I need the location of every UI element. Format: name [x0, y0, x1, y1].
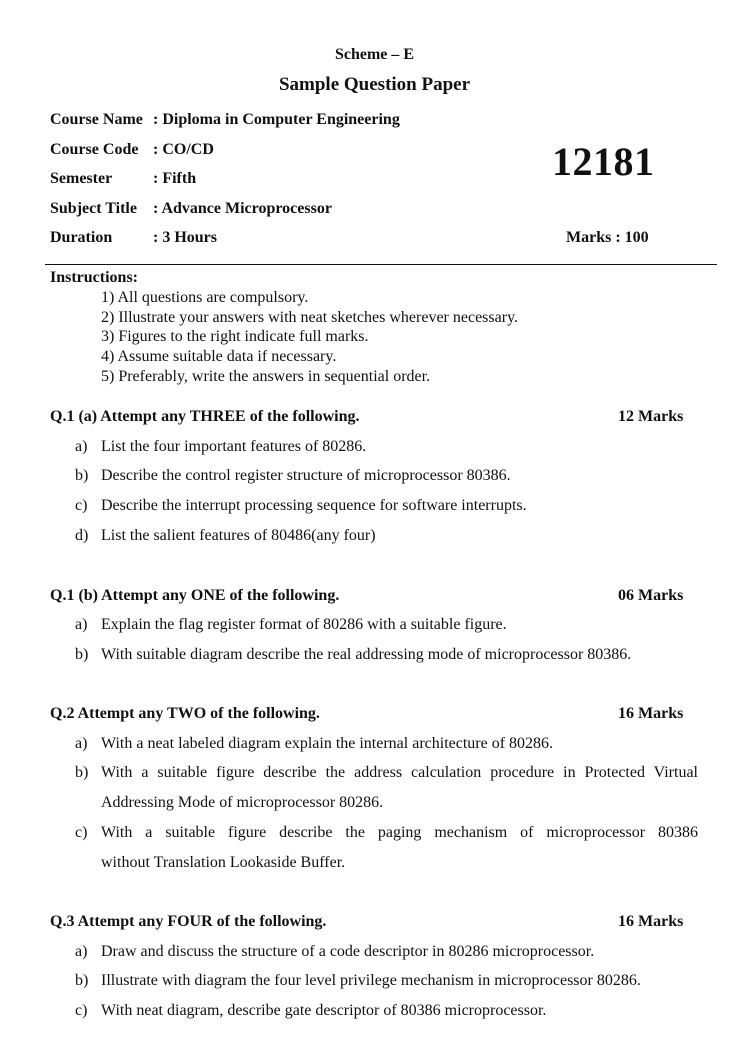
- instruction-item: 4) Assume suitable data if necessary.: [101, 348, 337, 365]
- question-heading: Q.3 Attempt any FOUR of the following.: [50, 913, 327, 930]
- subject-title-value: : Advance Microprocessor: [153, 200, 332, 217]
- question-item: With neat diagram, describe gate descriptor of 80386 microprocessor.: [101, 1002, 547, 1019]
- semester-value: : Fifth: [153, 170, 197, 187]
- scheme-label: Scheme – E: [334, 46, 415, 63]
- question-heading: Q.1 (b) Attempt any ONE of the following.: [50, 587, 340, 604]
- item-letter: a): [75, 735, 88, 752]
- item-letter: b): [75, 764, 89, 781]
- item-letter: b): [75, 467, 89, 484]
- question-item: Describe the interrupt processing sequence for software interrupts.: [101, 497, 527, 514]
- item-letter: a): [75, 616, 88, 633]
- instruction-item: 1) All questions are compulsory.: [101, 289, 309, 306]
- question-item-continuation: without Translation Lookaside Buffer.: [101, 854, 346, 871]
- item-letter: a): [75, 943, 88, 960]
- question-marks: 16 Marks: [618, 705, 684, 722]
- course-name-value: : Diploma in Computer Engineering: [153, 111, 400, 128]
- question-marks: 06 Marks: [618, 587, 684, 604]
- instructions-heading: Instructions:: [50, 269, 139, 286]
- question-item: List the salient features of 80486(any four): [101, 527, 376, 544]
- subject-title-label: Subject Title: [50, 200, 137, 217]
- question-item: With a suitable figure describe the paging mechanism of microprocessor 80386: [101, 824, 698, 841]
- question-item: Draw and discuss the structure of a code descriptor in 80286 microprocessor.: [101, 943, 595, 960]
- total-marks: Marks : 100: [566, 229, 649, 246]
- question-item: With suitable diagram describe the real addressing mode of microprocessor 80386.: [101, 646, 632, 663]
- item-letter: c): [75, 497, 88, 514]
- header-divider: [45, 264, 717, 265]
- item-letter: b): [75, 972, 89, 989]
- paper-title: Sample Question Paper: [278, 74, 471, 95]
- item-letter: b): [75, 646, 89, 663]
- question-item-continuation: Addressing Mode of microprocessor 80286.: [101, 794, 384, 811]
- question-item: List the four important features of 80286.: [101, 438, 367, 455]
- item-letter: d): [75, 527, 89, 544]
- question-item: With a suitable figure describe the address calculation procedure in Protected Virtual: [101, 764, 698, 781]
- duration-label: Duration: [50, 229, 113, 246]
- course-name-label: Course Name: [50, 111, 143, 128]
- question-marks: 12 Marks: [618, 408, 684, 425]
- question-marks: 16 Marks: [618, 913, 684, 930]
- question-heading: Q.2 Attempt any TWO of the following.: [50, 705, 320, 722]
- instruction-item: 3) Figures to the right indicate full marks.: [101, 328, 369, 345]
- question-item: Explain the flag register format of 80286 with a suitable figure.: [101, 616, 507, 633]
- instruction-item: 5) Preferably, write the answers in sequential order.: [101, 368, 431, 385]
- item-letter: a): [75, 438, 88, 455]
- question-item: With a neat labeled diagram explain the internal architecture of 80286.: [101, 735, 554, 752]
- item-letter: c): [75, 824, 88, 841]
- course-code-value: : CO/CD: [153, 141, 214, 158]
- question-heading: Q.1 (a) Attempt any THREE of the following.: [50, 408, 360, 425]
- question-item: Describe the control register structure of microprocessor 80386.: [101, 467, 511, 484]
- duration-value: : 3 Hours: [153, 229, 217, 246]
- course-code-label: Course Code: [50, 141, 139, 158]
- paper-code: 12181: [552, 139, 655, 184]
- question-item: Illustrate with diagram the four level privilege mechanism in microprocessor 80286.: [101, 972, 641, 989]
- semester-label: Semester: [50, 170, 113, 187]
- item-letter: c): [75, 1002, 88, 1019]
- instruction-item: 2) Illustrate your answers with neat sketches wherever necessary.: [101, 309, 519, 326]
